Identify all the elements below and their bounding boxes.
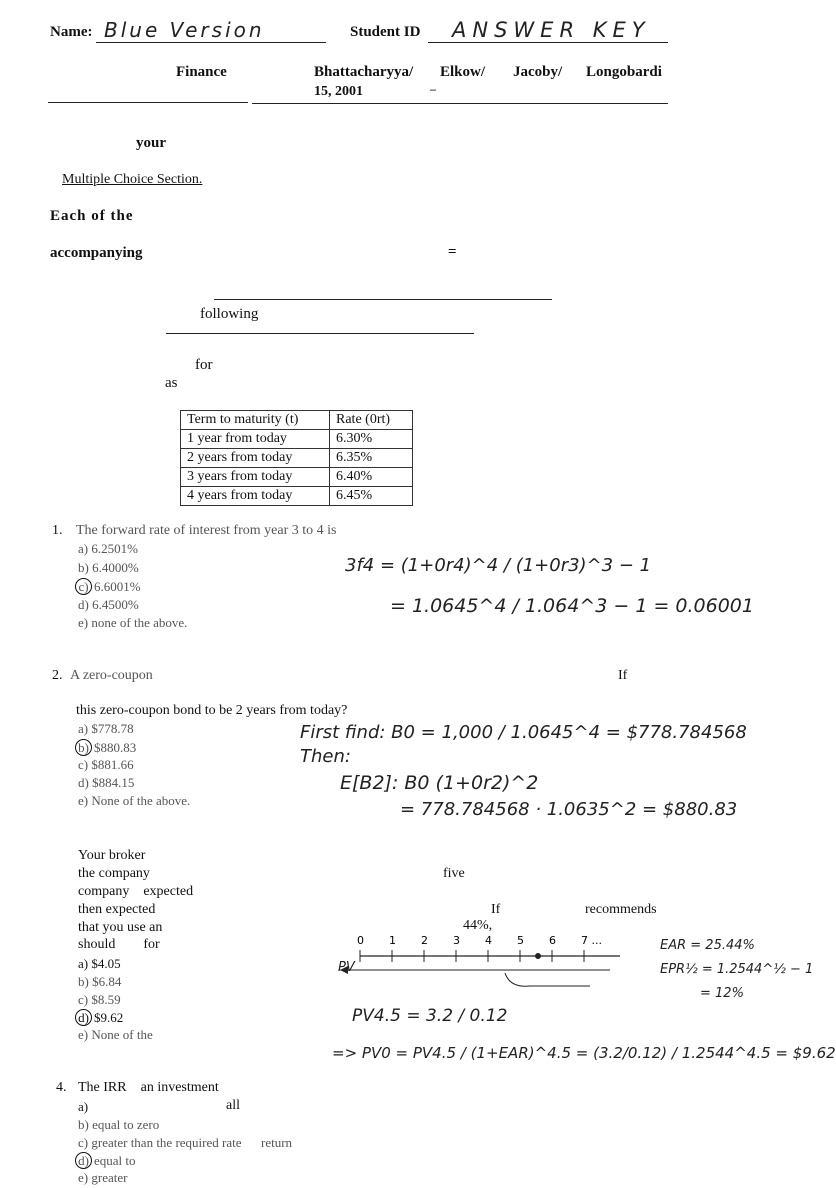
timeline-bracket — [505, 973, 590, 986]
intro-for: for — [195, 357, 213, 373]
option-letter: e) — [78, 615, 89, 630]
q3-timeline — [330, 928, 630, 998]
q2-number: 2. — [52, 668, 63, 683]
option-letter: a) — [78, 721, 89, 736]
rates-header-term: Term to maturity (t) — [181, 411, 330, 430]
student-id-value: ANSWER KEY — [452, 18, 651, 42]
q3-option-d — [75, 1009, 123, 1026]
q3-five: five — [443, 866, 465, 881]
rates-table — [180, 410, 413, 506]
intro-rule-1 — [214, 299, 552, 300]
option-letter: a) — [78, 1099, 89, 1114]
timeline-tick-label: 6 — [549, 934, 556, 947]
table-cell: 3 years from today — [181, 468, 330, 487]
section-title: Multiple Choice Section. — [62, 172, 203, 187]
option-text: 6.4000% — [92, 560, 139, 575]
q3-line-1: Your broker — [78, 848, 146, 863]
option-text: 6.6001% — [94, 579, 141, 594]
q3-line-5: that you use an — [78, 920, 163, 935]
answer-circle: c) — [75, 578, 92, 595]
q4-all: all — [226, 1098, 240, 1113]
q1-option-d — [78, 597, 139, 613]
q3-handwritten-epr: EPR½ = 1.2544^½ − 1 — [660, 962, 814, 977]
option-letter: b) — [78, 560, 89, 575]
intro-following: following — [200, 306, 259, 322]
q4-number: 4. — [56, 1080, 67, 1095]
q2-text: A zero-coupon — [70, 668, 153, 683]
instructor-4: Longobardi — [586, 64, 662, 80]
option-text: $4.05 — [91, 956, 121, 971]
timeline-dot — [535, 953, 541, 959]
q2-option-e — [78, 793, 190, 809]
option-letter: a) — [78, 956, 89, 971]
q4-option-c — [78, 1135, 292, 1151]
intro-as: as — [165, 375, 178, 391]
option-text: greater — [91, 1170, 128, 1185]
timeline-ticks — [357, 934, 602, 962]
option-text: equal to zero — [92, 1117, 160, 1132]
q3-handwritten-epr-result: = 12% — [700, 986, 744, 1001]
q3-line-6: should for — [78, 937, 160, 952]
table-cell: 6.45% — [330, 487, 413, 506]
q3-pct: 44%, — [463, 918, 493, 933]
q3-handwritten-final: => PV0 = PV4.5 / (1+EAR)^4.5 = (3.2/0.12) / 1.2544^4.5 = $9.62 — [332, 1044, 836, 1062]
answer-circle: b) — [75, 739, 92, 756]
q2-option-d — [78, 775, 134, 791]
q2-handwritten-result: = 778.784568 · 1.0635^2 = $880.83 — [400, 799, 738, 820]
option-text: $778.78 — [91, 721, 134, 736]
q2-text2: this zero-coupon bond to be 2 years from today? — [76, 703, 348, 718]
q4-option-b — [78, 1117, 159, 1133]
option-text: none of the above. — [91, 615, 188, 630]
timeline-tick-label: 1 — [389, 934, 396, 947]
timeline-tick-label: 4 — [485, 934, 492, 947]
name-value: Blue Version — [104, 18, 265, 42]
option-text: None of the above. — [91, 793, 191, 808]
timeline-tick-label: 7 ... — [581, 934, 602, 947]
q2-handwritten-expectation: E[B2]: B0 (1+0r2)^2 — [340, 772, 539, 794]
table-row — [181, 487, 413, 506]
q3-handwritten-pv: PV — [338, 960, 355, 975]
option-letter: c) — [78, 1135, 89, 1150]
q3-handwritten-ear: EAR = 25.44% — [660, 938, 755, 953]
option-letter: d) — [78, 775, 89, 790]
q1-option-b — [78, 560, 139, 576]
course-title: Finance — [176, 64, 227, 80]
option-letter: b) — [78, 1117, 89, 1132]
student-id-label: Student ID — [350, 24, 421, 40]
intro-your: your — [136, 135, 166, 151]
instructor-2: Elkow/ — [440, 64, 486, 80]
q3-line-4: then expected — [78, 902, 156, 917]
q3-line-3: company expected — [78, 884, 194, 899]
q3-recommends: recommends — [585, 902, 657, 917]
q1-option-e — [78, 615, 187, 631]
option-text: $6.84 — [92, 974, 122, 989]
q1-option-a — [78, 541, 138, 557]
option-text: equal to — [94, 1153, 136, 1168]
timeline-tick-label: 3 — [453, 934, 460, 947]
answer-circle: d) — [75, 1009, 92, 1026]
table-cell: 6.35% — [330, 449, 413, 468]
q1-handwritten-formula: 3f4 = (1+0r4)^4 / (1+0r3)^3 − 1 — [345, 555, 652, 576]
exam-date: 15, 2001 — [314, 84, 363, 99]
table-cell: 6.30% — [330, 430, 413, 449]
option-letter: c) — [78, 992, 89, 1007]
student-id-underline — [428, 42, 668, 43]
q3-option-b — [78, 974, 121, 990]
table-row — [181, 449, 413, 468]
option-letter: b) — [78, 974, 89, 989]
option-letter: e) — [78, 793, 89, 808]
q2-option-c — [78, 757, 134, 773]
timeline-tick-label: 2 — [421, 934, 428, 947]
timeline-tick-label: 0 — [357, 934, 364, 947]
option-text: greater than the required rate return — [91, 1135, 293, 1150]
header-rule-left — [48, 102, 248, 103]
option-text: $884.15 — [92, 775, 135, 790]
option-text: $8.59 — [91, 992, 121, 1007]
q4-option-a — [78, 1099, 88, 1115]
table-cell: 1 year from today — [181, 430, 330, 449]
intro-accompanying: accompanying — [50, 245, 143, 261]
intro-each-of-the: Each of the — [50, 208, 134, 224]
q2-option-a — [78, 721, 134, 737]
option-text: None of the — [91, 1027, 153, 1042]
q2-option-b — [75, 739, 136, 756]
table-cell: 6.40% — [330, 468, 413, 487]
table-cell: 4 years from today — [181, 487, 330, 506]
q3-handwritten-pv45: PV4.5 = 3.2 / 0.12 — [352, 1006, 508, 1026]
rates-header-row — [181, 411, 413, 430]
instructor-3: Jacoby/ — [513, 64, 563, 80]
q3-line-2: the company — [78, 866, 150, 881]
option-text: 6.2501% — [91, 541, 138, 556]
q4-text: The IRR an investment — [78, 1080, 219, 1095]
table-row — [181, 468, 413, 487]
q1-number: 1. — [52, 523, 63, 538]
table-row — [181, 430, 413, 449]
intro-rule-2 — [166, 333, 474, 334]
q4-option-e — [78, 1170, 127, 1186]
option-text: $881.66 — [91, 757, 134, 772]
q2-if: If — [618, 668, 628, 683]
q1-text: The forward rate of interest from year 3 to 4 is — [76, 523, 337, 538]
q1-handwritten-result: = 1.0645^4 / 1.064^3 − 1 = 0.06001 — [390, 595, 754, 617]
name-underline — [96, 42, 326, 43]
q1-option-c — [75, 578, 141, 595]
q3-if: If — [491, 902, 501, 917]
rates-header-rate: Rate (0rt) — [330, 411, 413, 430]
option-text: 6.4500% — [92, 597, 139, 612]
q3-option-e — [78, 1027, 153, 1043]
q2-handwritten-then: Then: — [300, 746, 351, 767]
instructor-1: Bhattacharyya/ — [314, 64, 414, 80]
option-letter: a) — [78, 541, 89, 556]
q3-option-c — [78, 992, 121, 1008]
q3-option-a — [78, 956, 121, 972]
option-letter: d) — [78, 597, 89, 612]
q2-handwritten-first-find: First find: B0 = 1,000 / 1.0645^4 = $778.784568 — [300, 722, 747, 743]
table-cell: 2 years from today — [181, 449, 330, 468]
option-letter: e) — [78, 1170, 89, 1185]
name-label: Name: — [50, 24, 93, 40]
answer-circle: d) — [75, 1152, 92, 1169]
q4-option-d — [75, 1152, 136, 1169]
header-rule-right — [252, 103, 668, 104]
option-text: $880.83 — [94, 740, 137, 755]
option-letter: c) — [78, 757, 89, 772]
header-dash: – — [430, 82, 436, 96]
intro-equals: = — [448, 244, 457, 260]
timeline-tick-label: 5 — [517, 934, 524, 947]
option-text: $9.62 — [94, 1010, 124, 1025]
option-letter: e) — [78, 1027, 89, 1042]
